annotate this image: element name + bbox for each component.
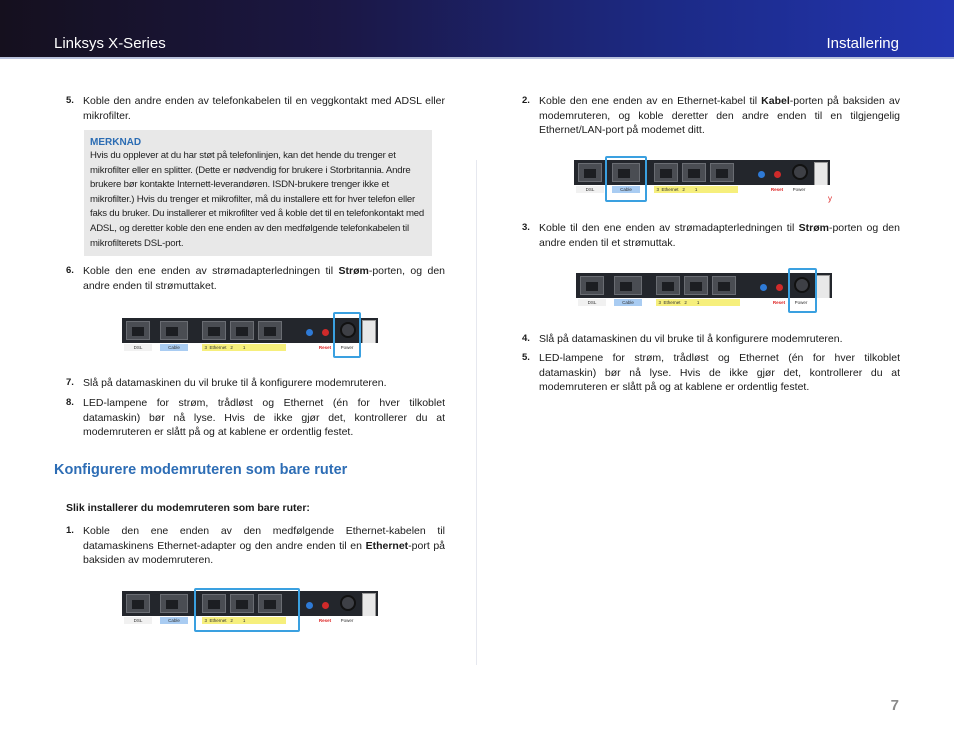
page-header: [0, 0, 954, 57]
wps-button: [758, 171, 765, 178]
step-number: 5.: [522, 352, 530, 363]
power-port: [340, 595, 356, 611]
cable-port-highlight: [605, 156, 647, 202]
ethernet-label: 3 Ethernet 2 1: [654, 186, 738, 193]
step-number: 2.: [522, 95, 530, 106]
reset-button: [776, 284, 783, 291]
step-text: Koble den ene enden av strømadapterledningen til Strøm-porten, og den andre enden til strømuttaket.: [83, 265, 445, 292]
step-number: 5.: [66, 95, 74, 106]
dsl-port: [126, 594, 150, 613]
ethernet-port-2: [684, 276, 708, 295]
cable-label: Cable: [160, 617, 188, 624]
step-text: Koble den ene enden av en Ethernet-kabel til Kabel-porten på baksiden av modemruteren, og koble deretter den andre enden til en tilgjengelig Ethernet/LAN-port på modemet ditt.: [539, 95, 900, 136]
section-title: Konfigurere modemruteren som bare ruter: [54, 462, 348, 478]
cable-port: [160, 594, 188, 613]
reset-label: Reset: [318, 345, 332, 350]
column-divider: [476, 160, 477, 665]
header-section-title: Installering: [826, 35, 899, 52]
note-body: Hvis du opplever at du har støt på telefonlinjen, kan det hende du trenger et mikrofilter eller en splitter. (Dette er nødvendig for brukere i Storbritannia. Andre brukere bør kontakte Internett-leverandøren. ISDN-brukere trenger ikke et mikrofilter.) Hvis du trenger et mikrofilter, må du installere ett for hver telefon eller faks du bruker. Du installerer et mikrofilter ved å koble det til en telefonkontakt med ADSL, og deretter koble den ene enden av den medfølgende telefonkabelen til mikrofilterets DSL-port.: [90, 150, 425, 249]
section-subheading: Slik installerer du modemruteren som bare ruter:: [66, 502, 310, 514]
page-number: 7: [890, 697, 899, 714]
red-mark: y: [828, 194, 832, 203]
step-text: LED-lampene for strøm, trådløst og Ethernet (én for hver tilkoblet datamaskin) bør nå lyse. Hvis de ikke gjør det, kontrollerer du at modemruteren er slått på og at kablene er ordentlig festet.: [83, 397, 445, 438]
reset-button: [774, 171, 781, 178]
step-number: 1.: [66, 525, 74, 536]
step-number: 7.: [66, 377, 74, 388]
reset-label: Reset: [770, 187, 784, 192]
reset-label: Reset: [772, 300, 786, 305]
note-title: MERKNAD: [90, 137, 142, 148]
dsl-label: DSL: [576, 186, 604, 193]
wps-button: [760, 284, 767, 291]
cable-label: Cable: [160, 344, 188, 351]
power-label: Power: [340, 345, 354, 350]
power-switch: [816, 275, 830, 299]
step-text: Slå på datamaskinen du vil bruke til å konfigurere modemruteren.: [83, 377, 387, 389]
reset-button: [322, 329, 329, 336]
step-text: LED-lampene for strøm, trådløst og Ethernet (én for hver tilkoblet datamaskin) bør nå lyse. Hvis de ikke gjør det, kontrollerer du at modemruteren er slått på og at kablene er ordentlig festet.: [539, 352, 900, 393]
step-number: 8.: [66, 397, 74, 408]
power-label: Power: [792, 187, 806, 192]
note-box: [84, 130, 432, 256]
power-switch: [362, 320, 376, 344]
power-label: Power: [794, 300, 808, 305]
dsl-port: [580, 276, 604, 295]
ethernet-port-2: [682, 163, 706, 182]
power-switch: [362, 593, 376, 617]
ethernet-port-3: [202, 321, 226, 340]
ethernet-ports-highlight: [194, 588, 300, 632]
power-port-highlight: [333, 312, 361, 358]
ethernet-port-2: [230, 321, 254, 340]
ethernet-port-3: [656, 276, 680, 295]
ethernet-label: 3 Ethernet 2 1: [202, 617, 286, 624]
ethernet-port-1: [258, 321, 282, 340]
dsl-port: [578, 163, 602, 182]
header-product-title: Linksys X-Series: [54, 35, 166, 52]
reset-button: [322, 602, 329, 609]
step-text: Koble den andre enden av telefonkabelen til en veggkontakt med ADSL eller mikrofilter.: [83, 95, 445, 122]
step-text: Slå på datamaskinen du vil bruke til å konfigurere modemruteren.: [539, 333, 843, 345]
dsl-label: DSL: [124, 617, 152, 624]
ethernet-port-1: [712, 276, 736, 295]
ethernet-label: 3 Ethernet 2 1: [202, 344, 286, 351]
step-text: Koble den ene enden av den medfølgende Ethernet-kabelen til datamaskinens Ethernet-adapter og den andre enden til en Ethernet-port på baksiden av modemruteren.: [83, 525, 446, 566]
power-switch: [814, 162, 828, 186]
dsl-label: DSL: [124, 344, 152, 351]
step-number: 6.: [66, 265, 74, 276]
cable-label: Cable: [614, 299, 642, 306]
wps-button: [306, 329, 313, 336]
dsl-label: DSL: [578, 299, 606, 306]
power-port-highlight: [788, 268, 817, 313]
cable-port: [160, 321, 188, 340]
cable-port: [614, 276, 642, 295]
wps-button: [306, 602, 313, 609]
power-port: [792, 164, 808, 180]
ethernet-port-3: [654, 163, 678, 182]
ethernet-label: 3 Ethernet 2 1: [656, 299, 740, 306]
cable-label: Cable: [612, 186, 640, 193]
power-label: Power: [340, 618, 354, 623]
dsl-port: [126, 321, 150, 340]
step-text: Koble til den ene enden av strømadapterledningen til Strøm-porten og den andre enden til et strømuttak.: [539, 222, 900, 249]
ethernet-port-1: [710, 163, 734, 182]
step-number: 4.: [522, 333, 530, 344]
reset-label: Reset: [318, 618, 332, 623]
step-number: 3.: [522, 222, 530, 233]
header-divider: [0, 57, 954, 59]
